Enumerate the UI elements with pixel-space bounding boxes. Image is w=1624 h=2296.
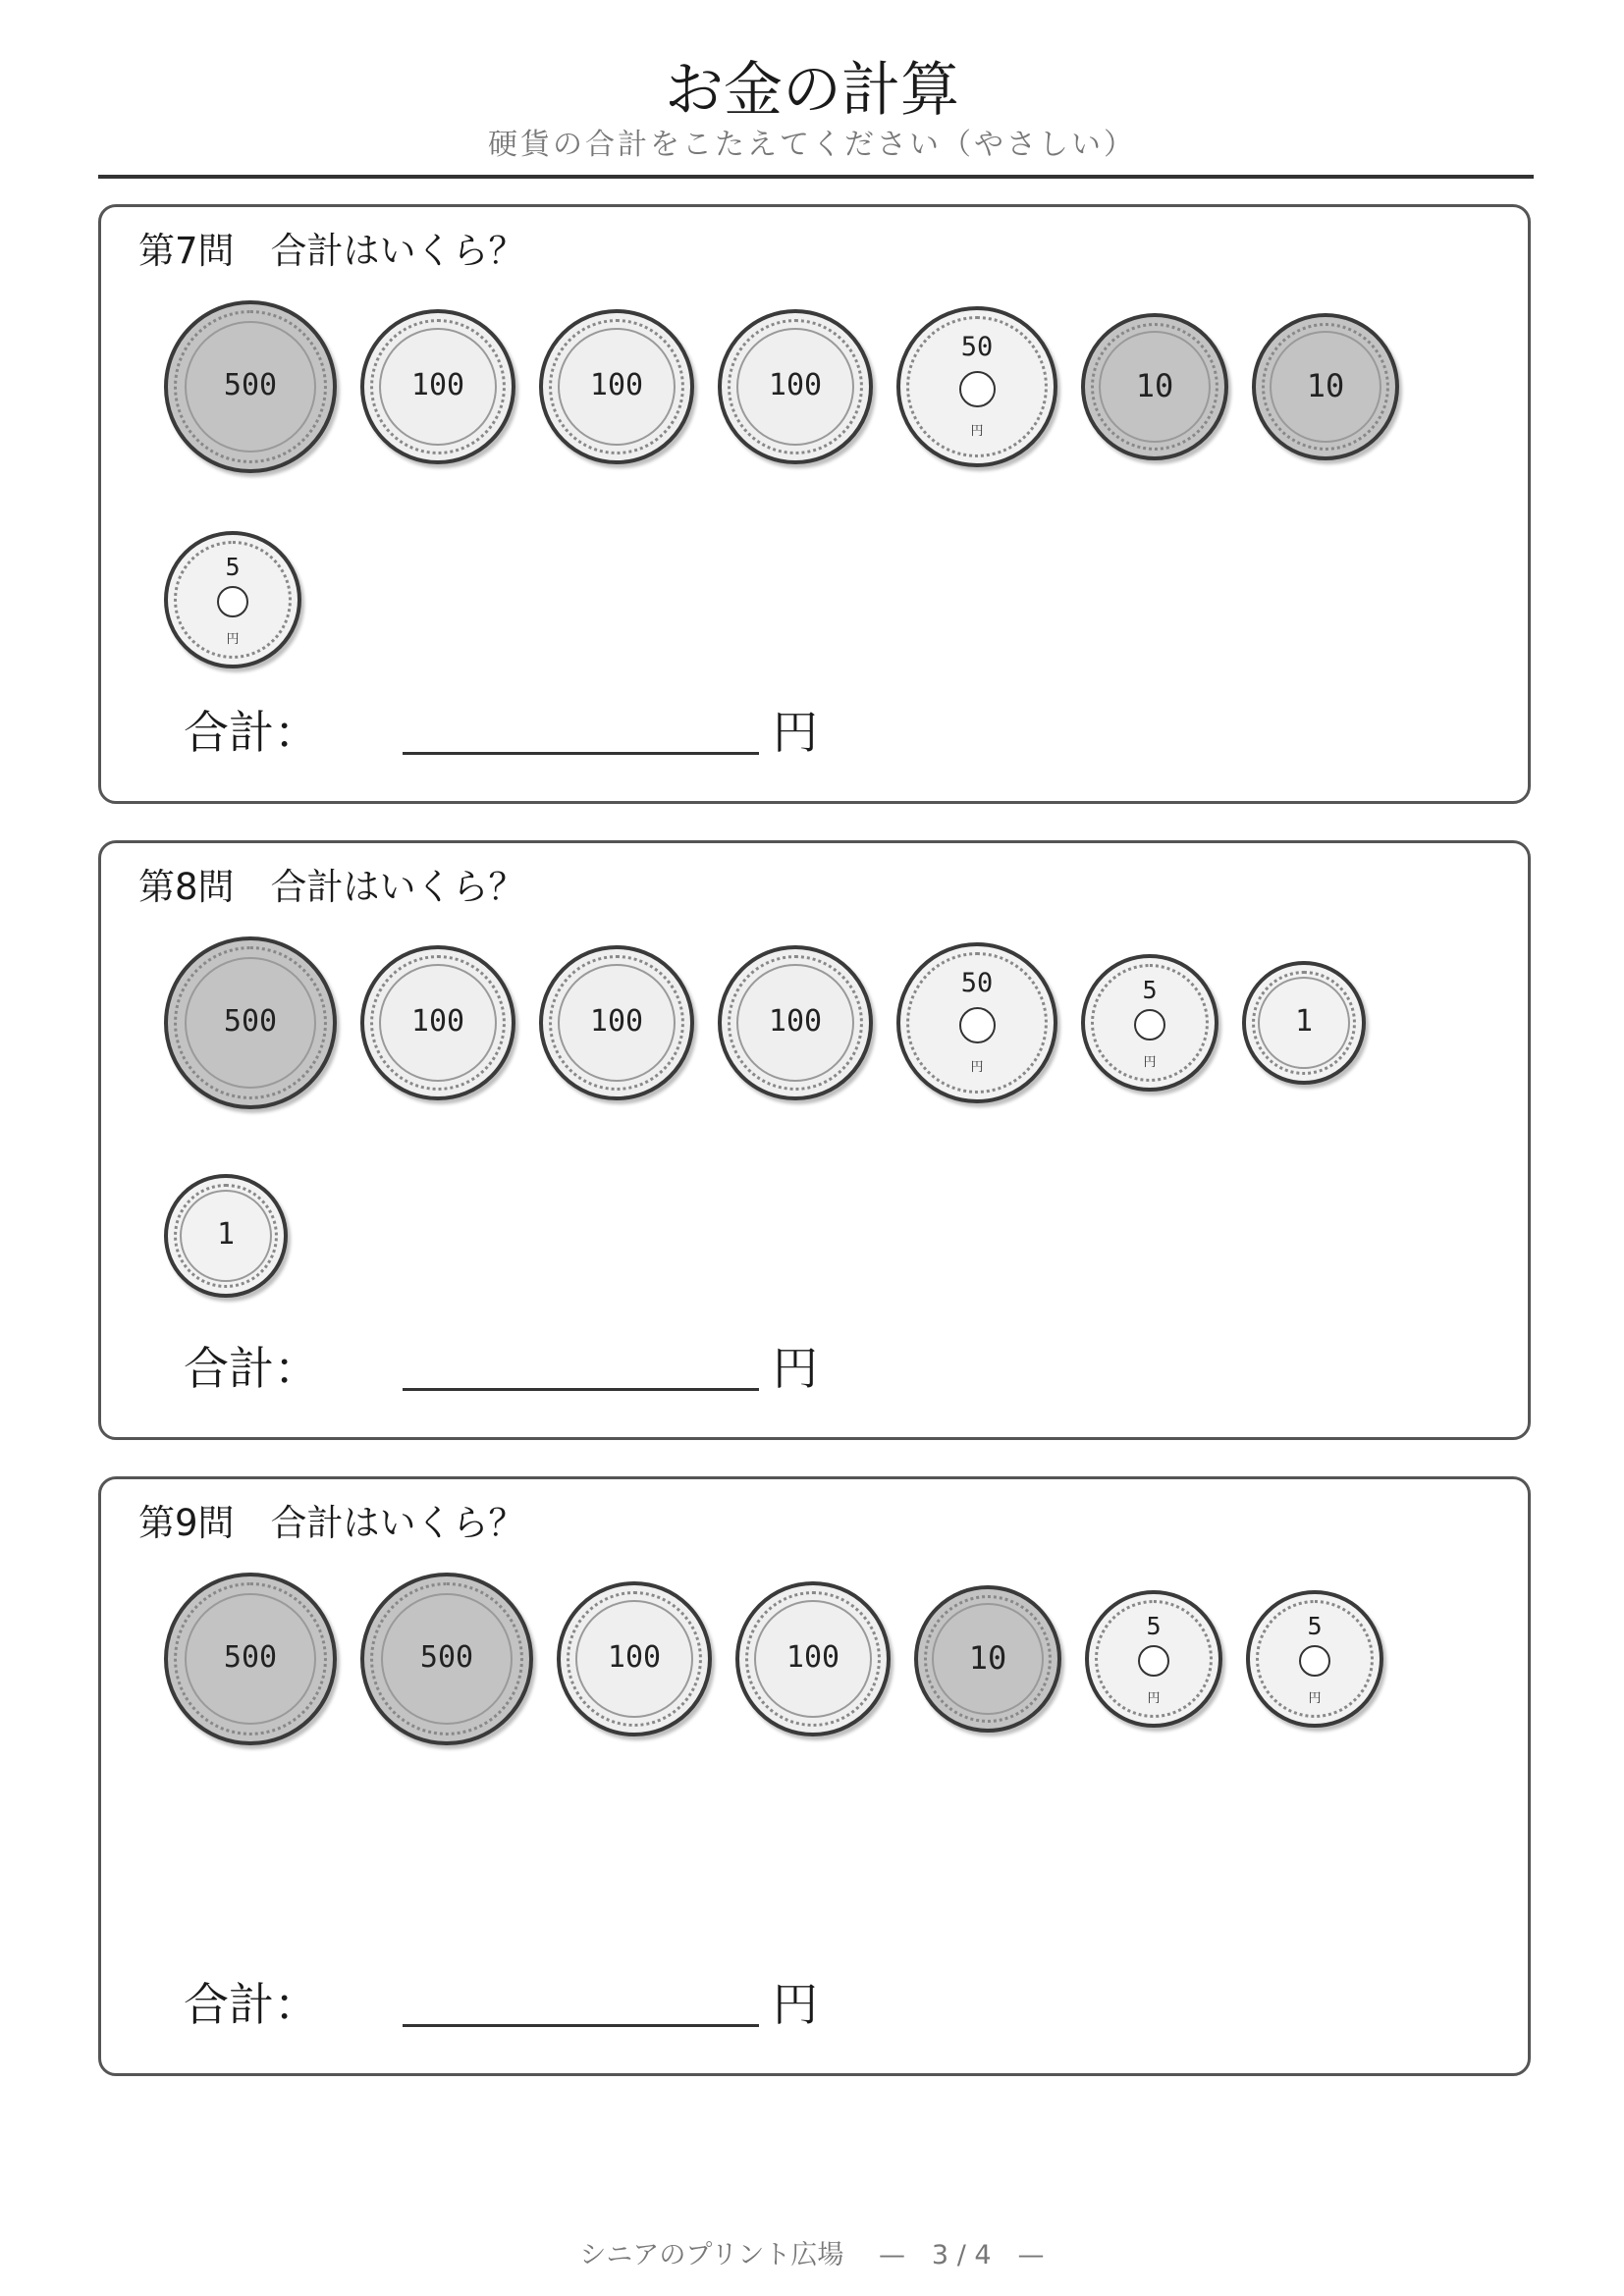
coin-value: 5 [1307,1612,1323,1641]
coin-value: 5 [1146,1612,1162,1641]
coin-value: 100 [410,1004,465,1040]
coin-hole [959,1007,996,1043]
question-label: 第9問 合計はいくら？ [138,1502,525,1544]
coin-value: 100 [589,1004,644,1040]
coin-5-yen [1085,1590,1222,1728]
question-label: 第8問 合計はいくら？ [138,866,525,908]
page-subtitle: 硬貨の合計をこたえてください（やさしい） [488,128,1136,162]
coin-500-yen [164,1573,337,1745]
page-title: お金の計算 [665,56,959,125]
coin-hole [1138,1645,1169,1677]
coin-value: 5 [1142,976,1158,1005]
coin-unit: 円 [1308,1691,1322,1707]
coin-value: 500 [223,1004,278,1040]
coin-hole [1134,1009,1165,1041]
question-panel [98,1476,1531,2076]
coin-10-yen [914,1585,1061,1733]
total-label: 合計： [184,1342,319,1395]
coin-100-yen [539,309,694,464]
coin-value: 10 [1306,367,1345,405]
coin-value: 100 [410,368,465,403]
coin-unit: 円 [1143,1055,1157,1071]
question-label: 第7問 合計はいくら？ [138,230,525,272]
coin-5-yen [1246,1590,1383,1728]
footer-page: — 3 / 4 — [878,2240,1045,2270]
question-panel [98,840,1531,1440]
coin-value: 10 [1135,367,1174,405]
coin-5-yen [164,531,301,668]
coin-100-yen [360,309,515,464]
question-panel [98,204,1531,804]
coin-value: 100 [785,1640,840,1676]
coin-value: 100 [607,1640,662,1676]
coin-value: 10 [968,1639,1007,1678]
total-unit: 円 [773,1978,818,2031]
coin-100-yen [718,945,873,1100]
coin-hole [959,371,996,407]
coin-50-yen [896,942,1057,1103]
coin-value: 500 [223,1640,278,1676]
coin-100-yen [557,1581,712,1736]
coin-10-yen [1252,313,1399,460]
answer-blank[interactable] [403,2024,759,2027]
coin-hole [217,586,248,617]
total-unit: 円 [773,1342,818,1395]
coin-500-yen [360,1573,533,1745]
coin-1-yen [1242,961,1366,1085]
coin-value: 1 [216,1217,236,1253]
coin-100-yen [360,945,515,1100]
coin-value: 5 [225,553,241,582]
coin-50-yen [896,306,1057,467]
total-label: 合計： [184,1978,319,2031]
answer-blank[interactable] [403,752,759,755]
coin-value: 100 [589,368,644,403]
coin-value: 50 [960,331,994,362]
coin-10-yen [1081,313,1228,460]
coin-value: 500 [419,1640,474,1676]
total-label: 合計： [184,706,319,759]
coin-value: 500 [223,368,278,403]
coin-unit: 円 [1147,1691,1161,1707]
coin-100-yen [718,309,873,464]
header-rule [98,175,1534,179]
coin-value: 100 [768,368,823,403]
footer [0,2238,1624,2273]
coin-hole [1299,1645,1330,1677]
coin-unit: 円 [970,1060,984,1076]
coin-1-yen [164,1174,288,1298]
coin-5-yen [1081,954,1218,1092]
coin-500-yen [164,936,337,1109]
coin-100-yen [735,1581,891,1736]
total-unit: 円 [773,706,818,759]
coin-value: 1 [1294,1004,1314,1040]
coin-unit: 円 [970,424,984,440]
coin-value: 50 [960,967,994,998]
answer-blank[interactable] [403,1388,759,1391]
coin-500-yen [164,300,337,473]
coin-100-yen [539,945,694,1100]
footer-site: シニアのプリント広場 [579,2240,844,2270]
coin-value: 100 [768,1004,823,1040]
coin-unit: 円 [226,632,240,648]
